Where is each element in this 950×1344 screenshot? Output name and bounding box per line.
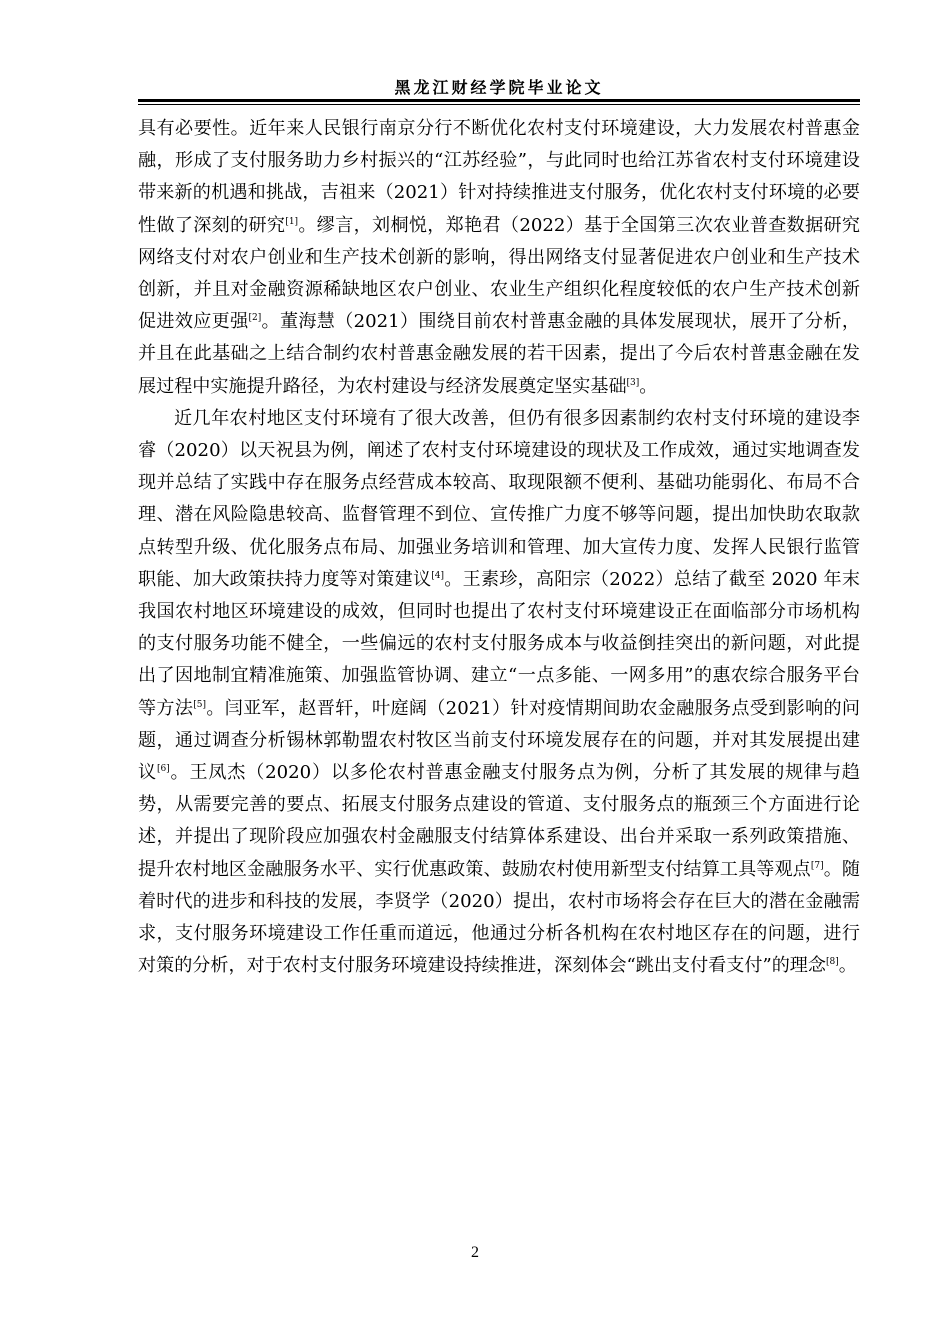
citation-7: [7] <box>810 860 824 871</box>
text-segment: 。闫亚军，赵晋轩，叶庭阔（2021）针对疫情期间助农金融服务点受到影响的问题，通过调查分析锡林郭勒盟农村牧区当前支付环境发展存在的问题，并对其发展提出建议 <box>138 697 860 784</box>
text-segment: 。缪言，刘桐悦，郑艳君（2022）基于全国第三次农业普查数据研究网络支付对农户创业和生产技术创新的影响，得出网络支付显著促进农户创业和生产技术创新，并且对金融资源稀缺地区农户创业、农业生产组织化程度较低的农户生产技术创新促进效应更强 <box>138 214 860 333</box>
header-rule-thin <box>138 104 860 105</box>
paragraph-2 <box>138 403 860 983</box>
text-segment: 。随着时代的进步和科技的发展，李贤学（2020）提出，农村市场将会存在巨大的潜在金融需求，支付服务环境建设工作任重而道远，他通过分析各机构在农村地区存在的问题，进行对策的分析，对于农村支付服务环境建设持续推进，深刻体会“跳出支付看支付”的理念 <box>138 858 860 977</box>
text-segment: 。董海慧（2021）围绕目前农村普惠金融的具体发展现状，展开了分析，并且在此基础之上结合制约农村普惠金融发展的若干因素，提出了今后农村普惠金融在发展过程中实施提升路径，为农村建设与经济发展奠定坚实基础 <box>138 311 860 397</box>
header-rule-thick <box>138 99 860 102</box>
text-segment: 。 <box>838 955 857 977</box>
text-segment: 具有必要性。近年来人民银行南京分行不断优化农村支付环境建设，大力发展农村普惠金融，形成了支付服务助力乡村振兴的“江苏经验”，与此同时也给江苏省农村支付环境建设带来新的机遇和挑战，吉祖来（2021）针对持续推进支付服务，优化农村支付环境的必要性做了深刻的研究 <box>138 118 860 236</box>
citation-8: [8] <box>825 957 839 968</box>
text-segment: 。王凤杰（2020）以多伦农村普惠金融支付服务点为例，分析了其发展的规律与趋势，从需要完善的要点、拓展支付服务点建设的管道、支付服务点的瓶颈三个方面进行论述，并提出了现阶段应加强农村金融服支付结算体系建设、出台并采取一系列政策措施、提升农村地区金融服务水平、实行优惠政策、鼓励农村使用新型支付结算工具等观点 <box>138 762 860 880</box>
body-text <box>138 113 860 982</box>
text-segment: 近几年农村地区支付环境有了很大改善，但仍有很多因素制约农村支付环境的建设李睿（2020）以天祝县为例，阐述了农村支付环境建设的现状及工作成效，通过实地调查发现并总结了实践中存在服务点经营成本较高、取现限额不便利、基础功能弱化、布局不合理、潜在风险隐患较高、监督管理不到位、宣传推广力度不够等问题，提出加快助农取款点转型升级、优化服务点布局、加强业务培训和管理、加大宣传力度、发挥人民银行监管职能、加大政策扶持力度等对策建议 <box>138 407 860 590</box>
text-segment: 。王素珍，高阳宗（2022）总结了截至 2020 年末我国农村地区环境建设的成效，但同时也提出了农村支付环境建设正在面临部分市场机构的支付服务功能不健全，一些偏远的农村支付服务成本与收益倒挂突出的新问题，对此提出了因地制宜精准施策、加强监管协调、建立“一点多能、一网多用”的惠农综合服务平台等方法 <box>138 568 860 719</box>
page-number: 2 <box>471 1244 479 1261</box>
page-header-title: 黑龙江财经学院毕业论文 <box>394 78 604 97</box>
citation-6: [6] <box>156 764 170 775</box>
citation-2: [2] <box>248 313 262 324</box>
text-segment: 。 <box>639 375 658 397</box>
citation-1: [1] <box>285 216 299 227</box>
paragraph-1 <box>138 113 860 403</box>
citation-5: [5] <box>193 699 206 710</box>
citation-4: [4] <box>431 570 445 581</box>
citation-3: [3] <box>626 377 640 388</box>
